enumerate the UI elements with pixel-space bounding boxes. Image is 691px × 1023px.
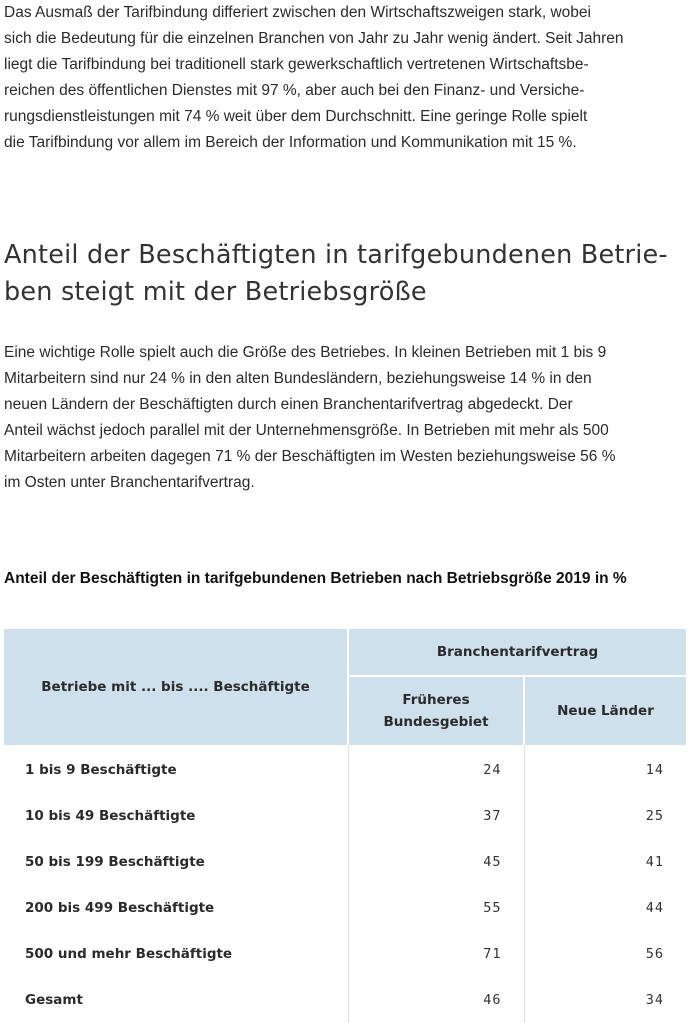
value-east: 25 bbox=[645, 808, 664, 824]
row-label: Gesamt bbox=[4, 977, 348, 1023]
col-header-frueheres-bundesgebiet bbox=[348, 676, 524, 745]
col-header-line: Bundesgebiet bbox=[383, 714, 489, 730]
table-row bbox=[4, 977, 686, 1023]
value-east: 14 bbox=[645, 762, 664, 778]
table-row bbox=[4, 931, 686, 977]
tarifbindung-table bbox=[4, 629, 686, 1023]
value-west: 37 bbox=[348, 793, 524, 839]
col-header-neue-laender: Neue Länder bbox=[524, 676, 686, 745]
body-paragraph bbox=[4, 340, 688, 496]
value-west: 46 bbox=[348, 977, 524, 1023]
value-east: 56 bbox=[645, 946, 664, 962]
row-label: 200 bis 499 Beschäftigte bbox=[4, 885, 348, 931]
row-label: 50 bis 199 Beschäftigte bbox=[4, 839, 348, 885]
intro-paragraph bbox=[4, 0, 688, 156]
row-label: 500 und mehr Beschäftigte bbox=[4, 931, 348, 977]
body-line: Mitarbeitern arbeiten dagegen 71 % der Beschäftigten im Westen beziehungsweise 56 % bbox=[4, 448, 616, 465]
intro-line: sich die Bedeutung für die einzelnen Branchen von Jahr zu Jahr wenig ändert. Seit Jahren bbox=[4, 30, 624, 47]
value-west: 24 bbox=[348, 745, 524, 793]
heading-line: ben steigt mit der Betriebsgröße bbox=[4, 277, 427, 307]
body-line: Anteil wächst jedoch parallel mit der Unternehmensgröße. In Betrieben mit mehr als 500 bbox=[4, 422, 609, 439]
table-row bbox=[4, 745, 686, 793]
group-header-cell: Branchentarifvertrag bbox=[348, 629, 686, 676]
value-east: 44 bbox=[645, 900, 664, 916]
table-caption: Anteil der Beschäftigten in tarifgebundenen Betrieben nach Betriebsgröße 2019 in % bbox=[4, 570, 627, 587]
table-row bbox=[4, 885, 686, 931]
row-label: 10 bis 49 Beschäftigte bbox=[4, 793, 348, 839]
body-line: Mitarbeitern sind nur 24 % in den alten Bundesländern, beziehungsweise 14 % in den bbox=[4, 370, 592, 387]
value-east: 41 bbox=[645, 854, 664, 870]
body-line: im Osten unter Branchentarifvertrag. bbox=[4, 474, 255, 491]
row-header-cell: Betriebe mit ... bis .... Beschäftigte bbox=[4, 629, 348, 745]
col-header-line: Früheres bbox=[402, 692, 470, 708]
heading-line: Anteil der Beschäftigten in tarifgebundenen Betrie- bbox=[4, 240, 668, 270]
body-line: Eine wichtige Rolle spielt auch die Größe des Betriebes. In kleinen Betrieben mit 1 bis 9 bbox=[4, 344, 607, 361]
intro-line: reichen des öffentlichen Dienstes mit 97 %, aber auch bei den Finanz- und Versiche- bbox=[4, 82, 585, 99]
value-west: 55 bbox=[348, 885, 524, 931]
value-west: 71 bbox=[348, 931, 524, 977]
intro-line: rungsdienstleistungen mit 74 % weit über dem Durchschnitt. Eine geringe Rolle spielt bbox=[4, 108, 588, 125]
table-row bbox=[4, 839, 686, 885]
intro-line: liegt die Tarifbindung bei traditionell stark gewerkschaftlich vertretenen Wirtschaftsbe- bbox=[4, 56, 589, 73]
intro-line: die Tarifbindung vor allem im Bereich der Information und Kommunikation mit 15 %. bbox=[4, 134, 577, 151]
body-line: neuen Ländern der Beschäftigten durch einen Branchentarifvertrag abgedeckt. Der bbox=[4, 396, 573, 413]
intro-line: Das Ausmaß der Tarifbindung differiert zwischen den Wirtschaftszweigen stark, wobei bbox=[4, 4, 591, 21]
section-heading bbox=[4, 237, 688, 311]
row-label: 1 bis 9 Beschäftigte bbox=[4, 745, 348, 793]
value-west: 45 bbox=[348, 839, 524, 885]
value-east: 34 bbox=[645, 992, 664, 1008]
table-row bbox=[4, 793, 686, 839]
